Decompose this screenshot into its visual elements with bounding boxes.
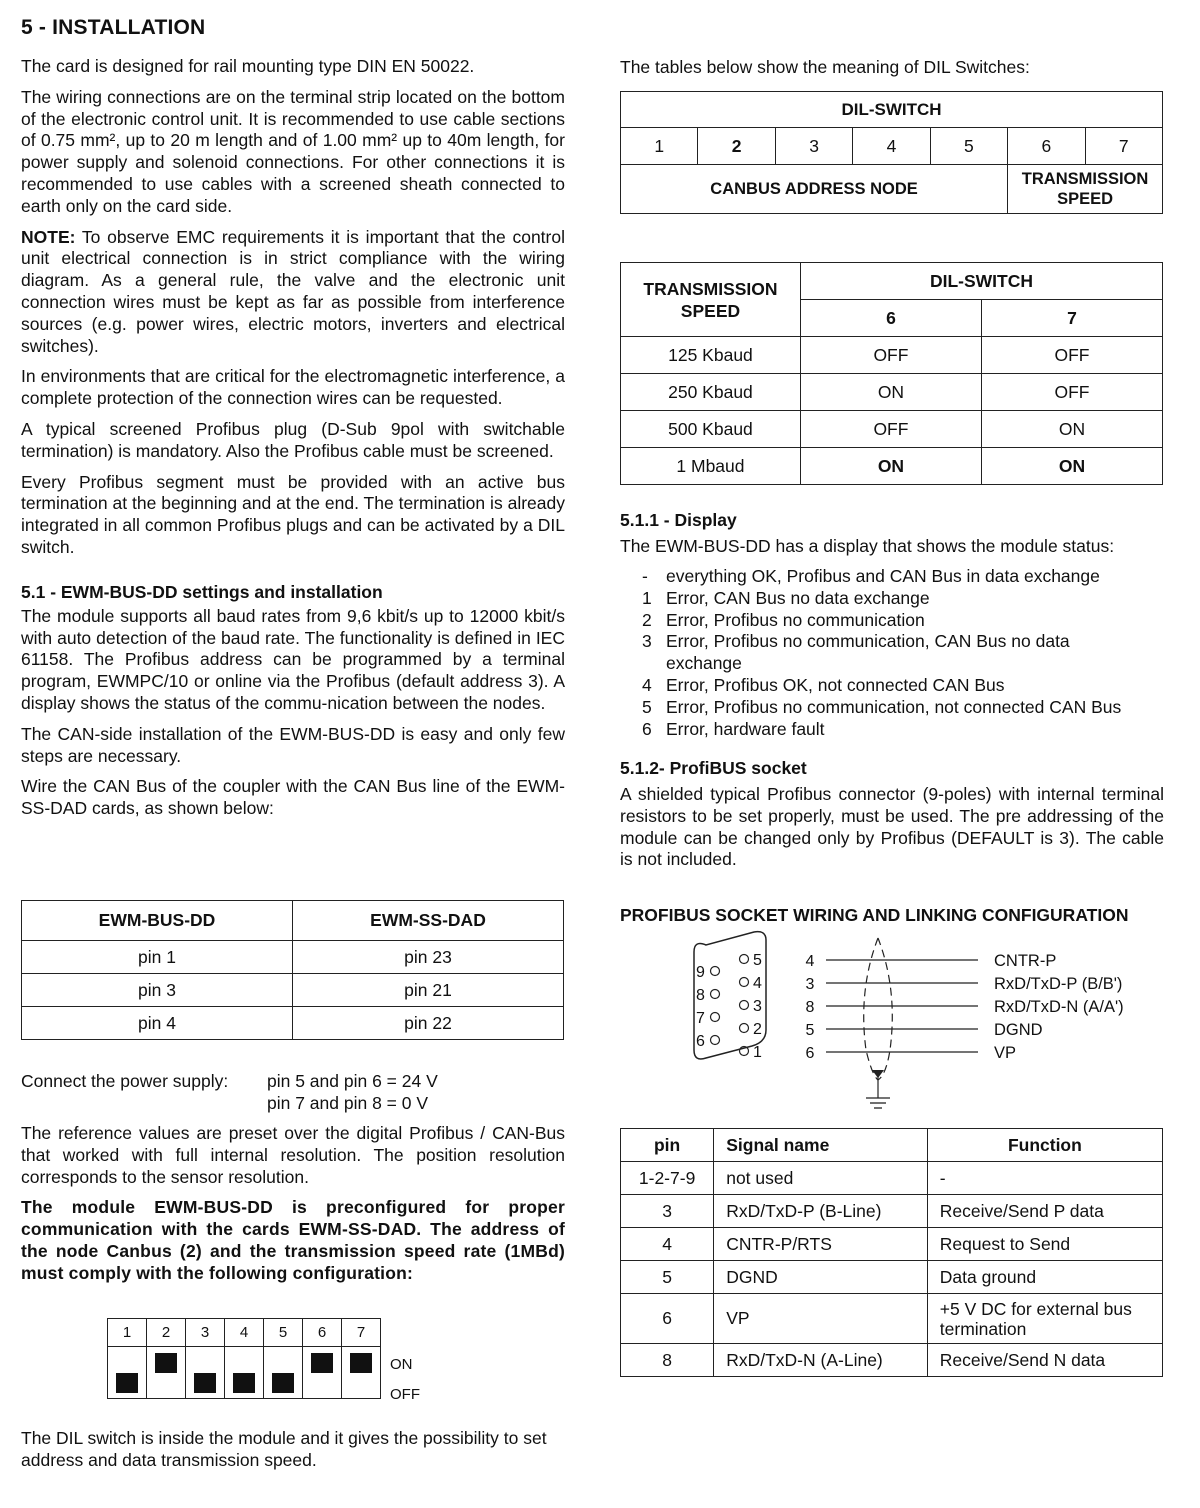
signal-label: RxD/TxD-N (A/A') [994, 998, 1124, 1016]
table-row [621, 337, 1163, 374]
paragraph-reference-values: The reference values are preset over the digital Profibus / CAN-Bus that worked with full internal resolution. The position resolution corresponds to the sensor resolution. [21, 1123, 565, 1187]
table-cell: CNTR-P/RTS [714, 1228, 928, 1261]
list-item-code: 6 [642, 718, 652, 739]
dil-number: 1 [621, 128, 698, 165]
paragraph-dil-inside: The DIL switch is inside the module and it gives the possibility to set address and data transmission speed. [21, 1428, 547, 1470]
connector-pin [711, 990, 720, 999]
table-cell: ON [981, 448, 1162, 485]
list-item [640, 697, 1150, 719]
connector-pin [711, 1036, 720, 1045]
dip-switch-4 [225, 1347, 264, 1399]
connector-pin-label: 9 [696, 964, 705, 981]
dip-switch-7 [342, 1347, 381, 1399]
left-column [21, 56, 565, 820]
dip-on-label: ON [390, 1356, 413, 1373]
dil-number: 5 [930, 128, 1007, 165]
table-row [621, 374, 1163, 411]
table-cell: ON [981, 411, 1162, 448]
dip-switch-lever [116, 1373, 138, 1393]
signal-label: DGND [994, 1021, 1043, 1039]
dip-switch-1 [108, 1347, 147, 1399]
speed-sw7-header: 7 [981, 300, 1162, 337]
ground-arrow [872, 1070, 884, 1078]
display-title: 5.1.1 - Display [620, 510, 737, 530]
list-item-text: Error, Profibus no communication, not connected CAN Bus [666, 696, 1122, 717]
signal-table-header: Function [927, 1129, 1162, 1162]
display-status-list [640, 566, 1150, 740]
table-cell: pin 1 [22, 941, 293, 974]
list-item [640, 566, 1150, 588]
dip-number: 2 [147, 1319, 186, 1347]
signal-table-header: Signal name [714, 1129, 928, 1162]
dip-switch-2 [147, 1347, 186, 1399]
table-cell: pin 23 [293, 941, 564, 974]
connector-pin-label: 4 [753, 975, 762, 992]
dip-switch-3 [186, 1347, 225, 1399]
display-intro: The EWM-BUS-DD has a display that shows the module status: [620, 536, 1115, 556]
dil-number: 3 [775, 128, 852, 165]
dip-switch-lever [233, 1373, 255, 1393]
dip-number: 3 [186, 1319, 225, 1347]
list-item-code: 1 [642, 587, 652, 608]
table-row [621, 1294, 1163, 1344]
paragraph-note [21, 227, 565, 358]
speed-col-header [621, 263, 801, 337]
connector-pin [711, 967, 720, 976]
speed-sw6-header: 6 [800, 300, 981, 337]
wiring-title: PROFIBUS SOCKET WIRING AND LINKING CONFIGURATION [620, 905, 1129, 925]
list-item [640, 675, 1150, 697]
table-row [22, 1007, 564, 1040]
connector-pin-label: 3 [753, 998, 762, 1015]
socket-description: A shielded typical Profibus connector (9-poles) with internal terminal resistors to be set properly, must be used. The pre addressing of the module can be changed only by Profibus (DEFAULT is 3). The cable is not included. [620, 784, 1164, 870]
table-cell: 5 [621, 1261, 714, 1294]
table-row [621, 1162, 1163, 1195]
pin-table-header: EWM-SS-DAD [293, 901, 564, 941]
list-item [640, 588, 1150, 610]
paragraph-preconfigured: The module EWM-BUS-DD is preconfigured for proper communication with the cards EWM-SS-DAD. The address of the node Canbus (2) and the transmission speed rate (1MBd) must comply with the following configuration: [21, 1197, 565, 1283]
dip-number: 7 [342, 1319, 381, 1347]
table-cell: 3 [621, 1195, 714, 1228]
table-cell: pin 4 [22, 1007, 293, 1040]
table-cell: 250 Kbaud [621, 374, 801, 411]
power-supply-label: Connect the power supply: [21, 1071, 229, 1091]
connector-pin-label: 5 [753, 952, 762, 969]
shield-ellipse [864, 938, 893, 1080]
dip-switch-diagram [107, 1318, 381, 1399]
list-item-code: 5 [642, 696, 652, 717]
pin-mapping-table [21, 900, 564, 1040]
table-cell: pin 3 [22, 974, 293, 1007]
dip-switch-6 [303, 1347, 342, 1399]
table-cell: RxD/TxD-N (A-Line) [714, 1344, 928, 1377]
connector-pin [740, 978, 749, 987]
dil-group-speed [1008, 165, 1163, 214]
table-row [621, 1261, 1163, 1294]
list-item [640, 631, 1116, 675]
dip-switch-lever [194, 1373, 216, 1393]
connector-pin [740, 1024, 749, 1033]
table-cell: 6 [621, 1294, 714, 1344]
table-row [22, 941, 564, 974]
dil-group-speed-line2: SPEED [1057, 190, 1114, 208]
connector-pin-label: 8 [696, 987, 705, 1004]
table-row [621, 411, 1163, 448]
dil-number: 7 [1085, 128, 1162, 165]
table-cell: DGND [714, 1261, 928, 1294]
table-cell: 8 [621, 1344, 714, 1377]
dil-table-title: DIL-SWITCH [621, 92, 1163, 128]
page-title: 5 - INSTALLATION [21, 16, 206, 39]
wire-pin-number: 4 [805, 953, 815, 970]
wire-pin-number: 5 [805, 1022, 815, 1039]
table-row [621, 448, 1163, 485]
dsub-connector-diagram [620, 930, 1180, 1115]
table-cell: 1-2-7-9 [621, 1162, 714, 1195]
speed-dil-header: DIL-SWITCH [800, 263, 1162, 300]
list-item-text: Error, Profibus no communication, CAN Bus no data exchange [666, 631, 1070, 674]
list-item-code: 2 [642, 609, 652, 630]
dip-off-label: OFF [390, 1386, 420, 1403]
table-cell: not used [714, 1162, 928, 1195]
speed-col-header-line1: TRANSMISSION [643, 278, 778, 299]
table-cell: pin 21 [293, 974, 564, 1007]
table-row [621, 1344, 1163, 1377]
table-cell: Request to Send [927, 1228, 1162, 1261]
list-item-code: 4 [642, 674, 652, 695]
list-item-text: Error, Profibus no communication [666, 609, 925, 630]
table-cell: ON [800, 374, 981, 411]
paragraph-baud-rates: The module supports all baud rates from 9,6 kbit/s up to 12000 kbit/s with auto detection of the baud rate. The functionality is defined in IEC 61158. The Profibus address can be programmed by a terminal program, EWMPC/10 or online via the Profibus (default address 3). A display shows the status of the commu-nication between the nodes. [21, 605, 565, 713]
paragraph-wire-can: Wire the CAN Bus of the coupler with the CAN Bus line of the EWM-SS-DAD cards, as shown below: [21, 776, 565, 819]
table-cell: 1 Mbaud [621, 448, 801, 485]
signal-table [620, 1128, 1163, 1377]
transmission-speed-table [620, 262, 1163, 485]
connector-pin [740, 1001, 749, 1010]
table-cell: OFF [981, 374, 1162, 411]
table-cell: 500 Kbaud [621, 411, 801, 448]
paragraph-can-install: The CAN-side installation of the EWM-BUS-DD is easy and only few steps are necessary. [21, 723, 565, 766]
list-item-text: Error, Profibus OK, not connected CAN Bus [666, 674, 1005, 695]
signal-label: CNTR-P [994, 952, 1057, 970]
dip-switch-5 [264, 1347, 303, 1399]
dil-group-speed-line1: TRANSMISSION [1021, 170, 1149, 188]
table-cell: +5 V DC for external bus termination [927, 1294, 1162, 1344]
table-cell: 4 [621, 1228, 714, 1261]
dip-switch-lever [311, 1353, 333, 1373]
dip-number: 6 [303, 1319, 342, 1347]
dip-switch-lever [155, 1353, 177, 1373]
dip-switch-lever [350, 1353, 372, 1373]
paragraph-plug: A typical screened Profibus plug (D-Sub 9pol with switchable termination) is mandatory. Also the Profibus cable must be screened. [21, 418, 565, 461]
table-row [22, 974, 564, 1007]
wire-pin-number: 8 [805, 999, 815, 1016]
table-cell: 125 Kbaud [621, 337, 801, 374]
signal-label: RxD/TxD-P (B/B') [994, 975, 1123, 993]
pin-table-header: EWM-BUS-DD [22, 901, 293, 941]
signal-table-header: pin [621, 1129, 714, 1162]
table-cell: - [927, 1162, 1162, 1195]
connector-pin [740, 955, 749, 964]
table-cell: OFF [800, 411, 981, 448]
dip-number: 4 [225, 1319, 264, 1347]
paragraph-mounting: The card is designed for rail mounting type DIN EN 50022. [21, 56, 475, 76]
wire-pin-number: 6 [805, 1045, 815, 1062]
table-cell: pin 22 [293, 1007, 564, 1040]
list-item-text: Error, hardware fault [666, 718, 825, 739]
power-supply-line-2: pin 7 and pin 8 = 0 V [267, 1093, 429, 1113]
speed-col-header-line2: SPEED [680, 300, 741, 321]
dil-switch-table [620, 91, 1163, 214]
dip-number: 5 [264, 1319, 303, 1347]
table-row [621, 1228, 1163, 1261]
note-label: NOTE: [21, 226, 76, 247]
dip-switch-lever [272, 1373, 294, 1393]
table-row [621, 1195, 1163, 1228]
list-item-text: Error, CAN Bus no data exchange [666, 587, 930, 608]
table-cell: Data ground [927, 1261, 1162, 1294]
dil-group-address: CANBUS ADDRESS NODE [621, 165, 1008, 214]
dip-number: 1 [108, 1319, 147, 1347]
dil-number: 6 [1008, 128, 1085, 165]
table-cell: ON [800, 448, 981, 485]
signal-label: VP [994, 1044, 1017, 1062]
left-column-lower [21, 1123, 565, 1285]
socket-title: 5.1.2- ProfiBUS socket [620, 758, 807, 778]
connector-pin-label: 6 [696, 1033, 705, 1050]
dil-number: 4 [853, 128, 930, 165]
paragraph-wiring: The wiring connections are on the terminal strip located on the bottom of the electronic control unit. It is recommended to use cable sections of 0.75 mm², up to 20 m length and of 1.00 mm² up to 40m length, for power supply and solenoid connections. For other connections it is recommended to use cables with a screened sheath connected to earth only on the card side. [21, 86, 565, 216]
table-cell: Receive/Send N data [927, 1344, 1162, 1377]
paragraph-environments: In environments that are critical for the electromagnetic interference, a complete protection of the connection wires can be requested. [21, 366, 565, 409]
table-cell: OFF [800, 337, 981, 374]
table-cell: VP [714, 1294, 928, 1344]
list-item-code: - [642, 566, 648, 586]
power-supply-line-1: pin 5 and pin 6 = 24 V [267, 1071, 438, 1091]
paragraph-segment: Every Profibus segment must be provided with an active bus termination at the beginning and at the end. The termination is already integrated in all common Profibus plugs and can be activated by a DIL switch. [21, 471, 565, 557]
table-cell: OFF [981, 337, 1162, 374]
note-text: To observe EMC requirements it is important that the control unit electrical connection is in strict compliance with the wiring diagram. As a general rule, the valve and the electronic unit connection wires must be kept as far as possible from interference sources (e.g. power wires, electric motors, inverters and electrical switches). [21, 226, 565, 356]
list-item [640, 610, 1150, 632]
connector-pin [711, 1013, 720, 1022]
connector-pin-label: 1 [753, 1044, 762, 1061]
dil-intro: The tables below show the meaning of DIL Switches: [620, 57, 1030, 77]
list-item-text: everything OK, Profibus and CAN Bus in data exchange [666, 566, 1100, 586]
connector-pin-label: 2 [753, 1021, 762, 1038]
list-item-code: 3 [642, 631, 652, 652]
dil-number: 2 [698, 128, 775, 165]
connector-pin-label: 7 [696, 1010, 705, 1027]
table-cell: Receive/Send P data [927, 1195, 1162, 1228]
section-title: 5.1 - EWM-BUS-DD settings and installation [21, 581, 383, 602]
list-item [640, 719, 1150, 741]
table-cell: RxD/TxD-P (B-Line) [714, 1195, 928, 1228]
wire-pin-number: 3 [805, 976, 815, 993]
